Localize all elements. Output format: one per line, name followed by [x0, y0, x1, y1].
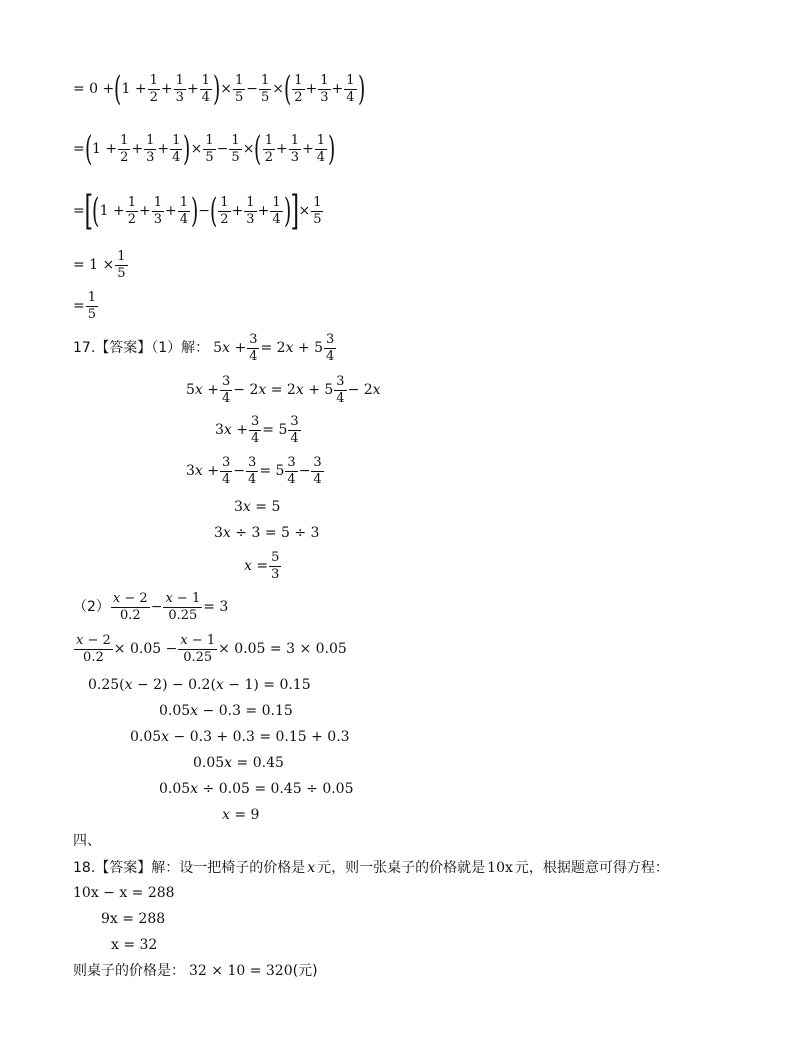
- q17-part2-header: （2） $\frac{x - 2}{0.2}$ − $\frac{x - 1}{0.25}$ = 3: [73, 591, 229, 623]
- q17-part2-step-4: 0.05x − 0.3 + 0.3 = 0.15 + 0.3: [130, 729, 350, 745]
- q17-step-5: 3x ÷ 3 = 5 ÷ 3: [214, 525, 320, 541]
- q17-part2-step-7: x = 9: [222, 807, 260, 823]
- section-4-heading: 四、: [73, 833, 101, 849]
- q17-label: 17.【答案】（1）解：: [73, 340, 210, 357]
- expr-line-5: = $\frac{1}{5}$: [73, 290, 97, 322]
- expr-line-1: = 0 + ( 1 + $\frac{1}{2}$ + $\frac{1}{3}$ + $\frac{1}{4}$ ) × $\frac{1}{5}$ − $\frac{1}{5}$ × ( $\frac{1}{2}$ + $\frac{1}{3}$ + $\frac{1}{4}$ ): [73, 69, 365, 109]
- q17-part2-step-2: 0.25(x − 2) − 0.2(x − 1) = 0.15: [88, 677, 311, 693]
- q17-step-2: 3x + $\frac{3}{4}$ = 5 $\frac{3}{4}$: [215, 414, 299, 446]
- q17-part2-label: （2）: [73, 599, 110, 616]
- q17-part2-step-5: 0.05x = 0.45: [193, 755, 284, 771]
- q18-intro: 18.【答案】解：设一把椅子的价格是 x 元，则一张桌子的价格就是 10x 元，根据题意可得方程：: [73, 860, 669, 876]
- expr-line-2: = ( 1 + $\frac{1}{2}$ + $\frac{1}{3}$ + $\frac{1}{4}$ ) × $\frac{1}{5}$ − $\frac{1}{5}$ × ( $\frac{1}{2}$ + $\frac{1}{3}$ + $\frac{1}{4}$ ): [73, 129, 336, 169]
- q18-final: 则桌子的价格是： 32 × 10 = 320 (元): [73, 963, 318, 979]
- q17-part2-step-6: 0.05x ÷ 0.05 = 0.45 ÷ 0.05: [159, 781, 354, 797]
- q18-eq-2: 9x = 288: [101, 911, 166, 927]
- q17-step-1: 5x + $\frac{3}{4}$ − 2x = 2x + 5 $\frac{3}{4}$ − 2x: [186, 374, 381, 406]
- q17-step-3: 3x + $\frac{3}{4}$ − $\frac{3}{4}$ = 5 $\frac{3}{4}$ − $\frac{3}{4}$: [186, 455, 322, 487]
- q17-header: 17.【答案】（1）解： 5x + $\frac{3}{4}$ = 2x + 5 $\frac{3}{4}$: [73, 332, 335, 364]
- q17-step-4: 3x = 5: [234, 499, 281, 515]
- q17-step-6: x = $\frac{5}{3}$: [244, 550, 280, 582]
- q17-part2-step-3: 0.05x − 0.3 = 0.15: [159, 703, 293, 719]
- q18-eq-1: 10x − x = 288: [73, 885, 175, 901]
- expr-line-4: = 1 × $\frac{1}{5}$: [73, 249, 126, 281]
- q17-part2-step-1: $\frac{x - 2}{0.2}$ × 0.05 − $\frac{x - 1}{0.25}$ × 0.05 = 3 × 0.05: [76, 633, 347, 665]
- expr-line-3: = [ ( 1 + $\frac{1}{2}$ + $\frac{1}{3}$ + $\frac{1}{4}$ ) − ( $\frac{1}{2}$ + $\frac{1}{3}$ + $\frac{1}{4}$ ) ] × $\frac{1}{5}$: [73, 188, 322, 234]
- q18-eq-3: x = 32: [111, 937, 158, 953]
